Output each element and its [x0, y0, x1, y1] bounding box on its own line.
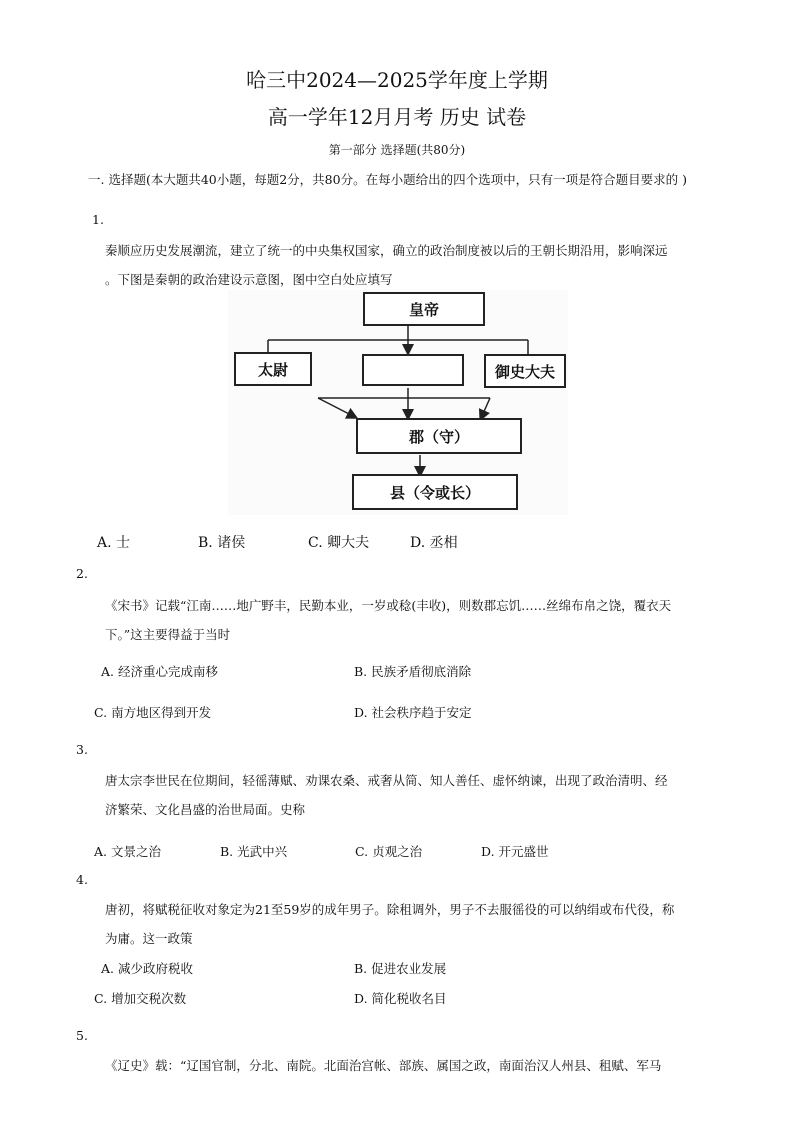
question-4-option-a: A. 减少政府税收 — [101, 961, 193, 976]
question-1-option-b: B. 诸侯 — [198, 535, 246, 551]
blank-answer-box — [362, 354, 464, 386]
question-4-stem-line1: 唐初，将赋税征收对象定为21至59岁的成年男子。除租调外，男子不去服徭役的可以纳绢或布代役，称 — [105, 902, 675, 917]
emperor-box: 皇帝 — [363, 292, 485, 326]
exam-title-line2: 高一学年12月月考 历史 试卷 — [267, 105, 527, 129]
question-3-option-d: D. 开元盛世 — [481, 844, 549, 859]
question-2-stem-line2: 下。”这主要得益于当时 — [105, 627, 231, 642]
question-3-stem-line2: 济繁荣、文化昌盛的治世局面。史称 — [105, 802, 306, 817]
county-box: 县（令或长） — [352, 474, 518, 510]
question-5-stem-line1: 《辽史》载：“辽国官制，分北、南院。北面治宫帐、部族、属国之政，南面治汉人州县、租赋、军马 — [105, 1058, 662, 1073]
question-1-option-c: C. 卿大夫 — [308, 535, 370, 551]
question-3-stem — [105, 766, 725, 824]
question-3-option-c: C. 贞观之治 — [355, 844, 423, 859]
question-1-option-d: D. 丞相 — [410, 535, 458, 551]
question-3-stem-line1: 唐太宗李世民在位期间，轻徭薄赋、劝课农桑、戒奢从简、知人善任、虚怀纳谏，出现了政治清明、经 — [105, 773, 668, 788]
question-2-option-d: D. 社会秩序趋于安定 — [354, 705, 472, 720]
question-4-number: 4. — [76, 872, 88, 887]
yushidafu-box: 御史大夫 — [484, 354, 566, 388]
question-5-stem — [105, 1051, 725, 1080]
question-4-option-d: D. 简化税收名目 — [354, 991, 447, 1006]
question-3-number: 3. — [76, 742, 88, 757]
section-instructions: 一. 选择题(本大题共40小题，每题2分，共80分。在每小题给出的四个选项中，只有一项是符合题目要求的 ) — [88, 172, 687, 187]
question-2-option-a: A. 经济重心完成南移 — [101, 664, 218, 679]
question-2-stem-line1: 《宋书》记载“江南……地广野丰，民勤本业，一岁或稔(丰收)，则数郡忘饥……丝绵布帛之饶，覆衣天 — [105, 598, 672, 613]
question-4-option-b: B. 促进农业发展 — [354, 961, 447, 976]
question-3-option-a: A. 文景之治 — [94, 844, 161, 859]
question-4-stem-line2: 为庸。这一政策 — [105, 931, 193, 946]
question-2-option-b: B. 民族矛盾彻底消除 — [354, 664, 472, 679]
taiwei-box: 太尉 — [234, 352, 312, 386]
question-4-stem — [105, 895, 725, 953]
question-1-option-a: A. 士 — [97, 535, 131, 551]
question-1-stem-line2: 。下图是秦朝的政治建设示意图，图中空白处应填写 — [105, 272, 393, 287]
question-2-option-c: C. 南方地区得到开发 — [94, 705, 212, 720]
question-5-number: 5. — [76, 1028, 88, 1043]
question-1-stem — [105, 236, 725, 294]
exam-title-line1: 哈三中2024—2025学年度上学期 — [246, 68, 548, 92]
part-title: 第一部分 选择题(共80分) — [328, 143, 466, 157]
qin-political-structure-diagram — [228, 290, 568, 515]
question-2-stem — [105, 591, 725, 649]
question-4-option-c: C. 增加交税次数 — [94, 991, 187, 1006]
question-1-number: 1. — [92, 212, 104, 227]
question-1-stem-line1: 秦顺应历史发展潮流，建立了统一的中央集权国家，确立的政治制度被以后的王朝长期沿用，影响深远 — [105, 243, 668, 258]
question-2-number: 2. — [76, 566, 88, 581]
question-3-option-b: B. 光武中兴 — [220, 844, 288, 859]
commandery-box: 郡（守） — [356, 418, 522, 454]
